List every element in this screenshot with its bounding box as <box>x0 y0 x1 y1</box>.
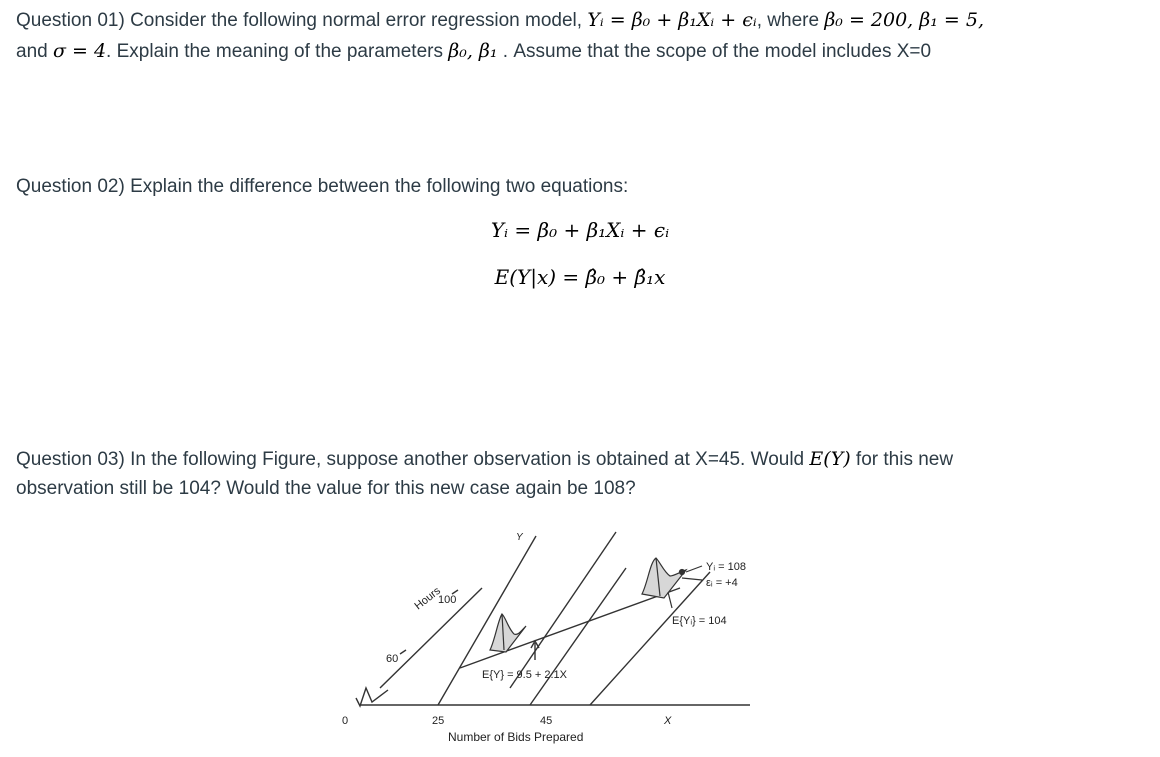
q1-explain-text: . Explain the meaning of the parameters <box>106 41 449 62</box>
question-03-line-2: observation still be 104? Would the value for this new case again be 108? <box>16 478 636 499</box>
x-axis-title: Number of Bids Prepared <box>448 730 584 744</box>
x-axis-end-label: X <box>664 715 672 727</box>
right-normal-curve <box>642 558 686 598</box>
mean-label-pointer <box>668 592 672 608</box>
question-03-line-1 <box>16 447 953 472</box>
obs-label-pointer <box>686 566 702 572</box>
q1-parameter-values: β₀ = 200, β₁ = 5, <box>824 9 984 31</box>
error-label-pointer <box>682 578 702 580</box>
q2-equation-1 <box>0 218 1160 242</box>
q3-text-a: Question 03) In the following Figure, suppose another observation is obtained at X=45. Would <box>16 449 810 470</box>
observation-point <box>680 570 685 575</box>
q3-text-b: for this new <box>850 449 954 470</box>
error-label: εᵢ = +4 <box>706 577 738 589</box>
depth-tick-100-label: 100 <box>438 594 457 606</box>
axis-break-symbol <box>356 688 388 706</box>
q1-beta-parameters: β₀, β₁ <box>448 40 498 62</box>
q2-equation-2-text: E(Y|x) = β̂₀ + β̂₁x <box>494 265 666 289</box>
depth-tick-60-mark <box>400 650 406 654</box>
q1-prefix-text: Question 01) Consider the following normal error regression model, <box>16 10 588 31</box>
q1-sigma-value: σ = 4 <box>52 40 107 62</box>
q2-equation-1-text: Yᵢ = β₀ + β₁Xᵢ + ϵᵢ <box>490 218 670 242</box>
question-02-text: Question 02) Explain the difference between the following two equations: <box>16 176 629 197</box>
question-01-line-1 <box>16 8 984 33</box>
y-axis-label: Y <box>516 532 523 543</box>
regression-figure <box>330 530 770 750</box>
q3-expected-y: E(Y) <box>809 448 851 470</box>
observation-label: Yᵢ = 108 <box>706 561 746 573</box>
q1-assume-text: . Assume that the scope of the model includes X=0 <box>497 41 932 62</box>
q1-model-equation: Yᵢ = β₀ + β₁Xᵢ + ϵᵢ <box>587 9 757 31</box>
regression-equation-label: E{Y} = 9.5 + 2.1X <box>482 669 568 681</box>
plane-line-left <box>510 532 616 688</box>
depth-tick-60-label: 60 <box>386 653 399 665</box>
x-tick-45-label: 45 <box>540 715 553 727</box>
depth-axis-label: Hours <box>412 584 443 613</box>
q1-and-text: and <box>16 41 53 62</box>
x-tick-25-label: 25 <box>432 715 445 727</box>
q2-equation-2 <box>0 265 1160 289</box>
origin-label: 0 <box>342 715 349 727</box>
mean-label: E{Yᵢ} = 104 <box>672 615 727 627</box>
question-01-line-2 <box>16 39 931 64</box>
q1-where-text: , where <box>756 10 825 31</box>
